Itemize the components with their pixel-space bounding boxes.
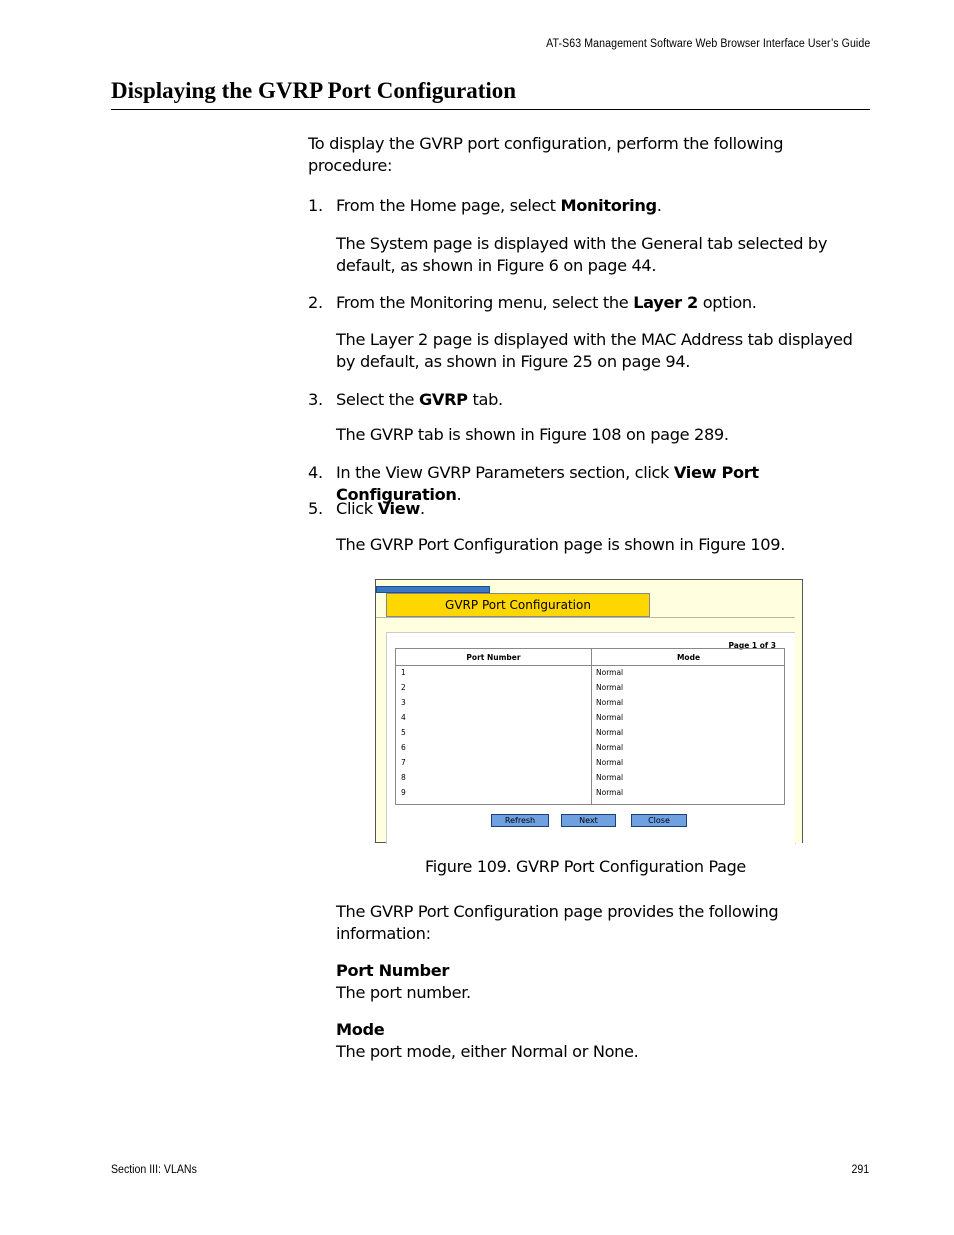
tab-divider	[376, 617, 802, 618]
step-instruction: In the View GVRP Parameters section, click View Port Configuration.	[336, 463, 759, 504]
port-number-cell: 2	[401, 683, 406, 692]
ui-term: GVRP	[418, 390, 468, 409]
figure-caption: Figure 109. GVRP Port Configuration Page	[425, 857, 746, 876]
figure-screenshot	[375, 579, 803, 843]
step-instruction: Select the GVRP tab.	[336, 390, 503, 409]
tab-gvrp-port-configuration[interactable]: GVRP Port Configuration	[386, 593, 650, 617]
window-top-bar	[376, 586, 490, 593]
port-number-cell: 4	[401, 713, 406, 722]
column-header-mode: Mode	[676, 653, 701, 662]
step-number: 5.	[308, 499, 323, 518]
step-instruction: From the Monitoring menu, select the Layer 2 option.	[336, 293, 757, 312]
step-number: 2.	[308, 293, 323, 312]
port-number-cell: 9	[401, 788, 406, 797]
port-table	[395, 648, 785, 805]
definition-text: The port number.	[336, 982, 471, 1002]
column-header-port-number: Port Number	[466, 653, 521, 662]
step-note: The GVRP Port Configuration page is shown in Figure 109.	[336, 535, 785, 554]
mode-cell: Normal	[596, 743, 624, 752]
footer-page-number: 291	[851, 1164, 869, 1176]
refresh-button[interactable]: Refresh	[491, 814, 549, 827]
mode-cell: Normal	[596, 713, 624, 722]
definition-mode	[336, 1019, 836, 1062]
section-title: Displaying the GVRP Port Configuration	[111, 78, 517, 103]
definition-term: Mode	[336, 1020, 385, 1039]
mode-cell: Normal	[596, 668, 624, 677]
title-rule	[111, 109, 870, 110]
step-instruction: From the Home page, select Monitoring.	[336, 196, 662, 215]
port-number-cell: 8	[401, 773, 406, 782]
step-number: 3.	[308, 390, 323, 409]
mode-cell: Normal	[596, 773, 624, 782]
pager: Page 1 of 3	[728, 641, 776, 650]
definition-port-number	[336, 960, 836, 1003]
footer-section: Section III: VLANs	[111, 1164, 197, 1176]
step-number: 4.	[308, 463, 323, 482]
content-panel	[386, 632, 796, 844]
step-note: The System page is displayed with the General tab selected by default, as shown in Figure 6 on page 44.	[336, 234, 828, 275]
step-number: 1.	[308, 196, 323, 215]
intro-paragraph: To display the GVRP port configuration, perform the following procedure:	[308, 134, 784, 175]
port-number-cell: 6	[401, 743, 406, 752]
ui-term: Layer 2	[633, 293, 698, 312]
definition-text: The port mode, either Normal or None.	[336, 1041, 639, 1061]
running-header: AT-S63 Management Software Web Browser Interface User’s Guide	[545, 38, 870, 50]
next-button[interactable]: Next	[561, 814, 616, 827]
close-button[interactable]: Close	[631, 814, 687, 827]
ui-term: View	[377, 499, 420, 518]
step-note: The Layer 2 page is displayed with the MAC Address tab displayed by default, as shown in Figure 25 on page 94.	[336, 330, 853, 371]
ui-term: View Port Configuration	[336, 463, 759, 504]
ui-term: Monitoring	[560, 196, 657, 215]
column-divider	[591, 649, 592, 804]
port-number-cell: 1	[401, 668, 406, 677]
description-paragraph: The GVRP Port Configuration page provides the following information:	[336, 902, 779, 943]
mode-cell: Normal	[596, 698, 624, 707]
mode-cell: Normal	[596, 788, 624, 797]
header-divider	[396, 665, 784, 666]
step-instruction: Click View.	[336, 499, 425, 518]
definition-term: Port Number	[336, 961, 449, 980]
mode-cell: Normal	[596, 758, 624, 767]
port-number-cell: 5	[401, 728, 406, 737]
panel-edge	[795, 617, 802, 843]
mode-cell: Normal	[596, 728, 624, 737]
step-note: The GVRP tab is shown in Figure 108 on page 289.	[336, 425, 729, 444]
mode-cell: Normal	[596, 683, 624, 692]
port-number-cell: 7	[401, 758, 406, 767]
port-number-cell: 3	[401, 698, 406, 707]
